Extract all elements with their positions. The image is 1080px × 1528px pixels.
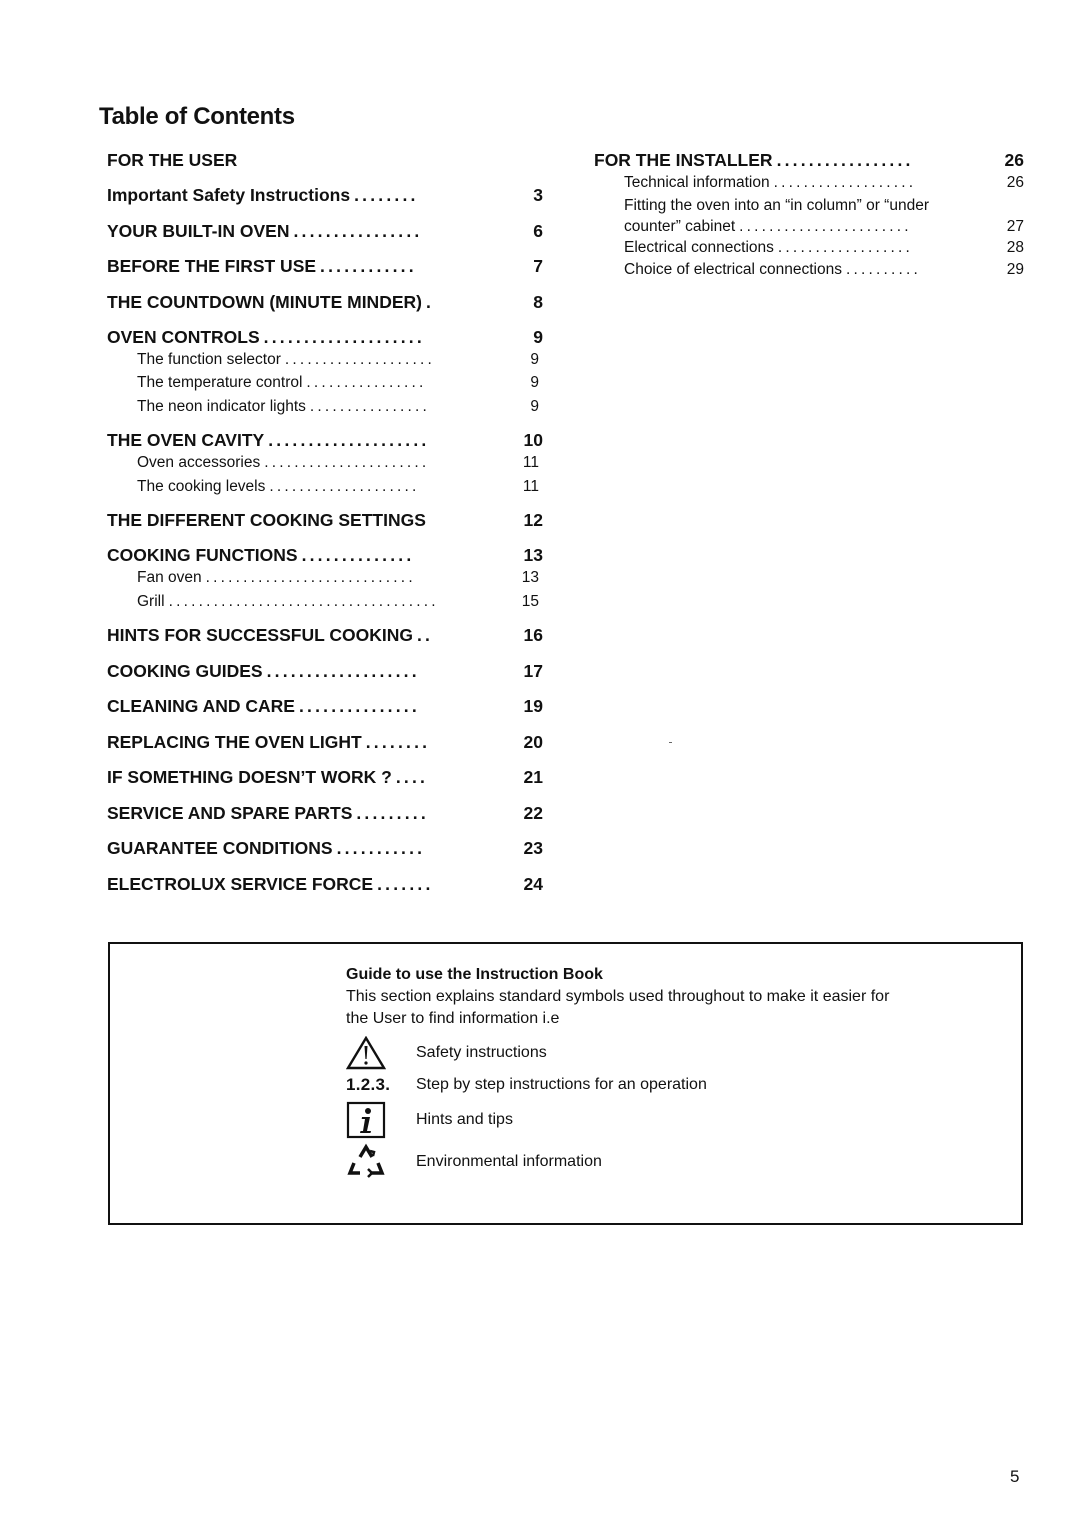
page-ref: 24 (523, 873, 543, 894)
leader-dots: ........ (365, 731, 431, 752)
page-ref: 27 (1006, 217, 1024, 235)
toc-entry[interactable]: BEFORE THE FIRST USE ............ 7 (107, 256, 543, 276)
page-ref: 10 (523, 430, 543, 451)
toc-section-heading: FOR THE USER (107, 150, 238, 170)
page-ref: 11 (522, 477, 539, 495)
step-numbers-icon: 1.2.3. (346, 1075, 391, 1094)
recycle-icon (346, 1143, 416, 1181)
toc-subentry[interactable]: The cooking levels .................... 11 (107, 477, 543, 500)
leader-dots: .................... (269, 477, 420, 495)
toc-subentry[interactable]: Fan oven ............................ 13 (107, 568, 543, 591)
page-ref: 13 (523, 545, 543, 566)
toc-entry[interactable]: OVEN CONTROLS .................... 9 (107, 327, 543, 347)
leader-dots: .......... (845, 261, 922, 278)
leader-dots: ......... (356, 802, 429, 823)
page-ref: 8 (533, 291, 543, 312)
leader-dots: . (425, 291, 435, 312)
leader-dots: .................................... (168, 592, 439, 610)
leader-dots: .................... (263, 327, 425, 347)
toc-entry[interactable]: ELECTROLUX SERVICE FORCE ....... 24 (107, 873, 543, 894)
page-ref: 9 (530, 351, 539, 368)
toc-subentry[interactable]: The function selector .................... 9 (107, 350, 543, 373)
leader-dots: ................... (266, 660, 420, 681)
page-ref: 23 (523, 838, 543, 859)
toc-entry[interactable]: COOKING GUIDES ................... 17 (107, 660, 543, 681)
page-ref: 20 (523, 731, 543, 752)
page-ref: 15 (521, 592, 539, 610)
page-number: 5 (1010, 1467, 1020, 1486)
toc-entry[interactable]: GUARANTEE CONDITIONS ........... 23 (107, 838, 543, 859)
toc-subentry[interactable]: Electrical connections .................. 28 (624, 238, 1024, 256)
page-ref: 7 (533, 256, 543, 276)
page-ref: 29 (1006, 261, 1024, 278)
leader-dots: ....... (377, 873, 434, 894)
page-ref: 9 (530, 374, 539, 392)
scan-artifact (669, 742, 672, 743)
page-ref: 13 (521, 569, 539, 587)
page-ref: 26 (1006, 174, 1024, 191)
toc-left-column (107, 148, 543, 907)
page-ref: 26 (1004, 150, 1024, 170)
toc-subentry[interactable]: Technical information ................... 26 (624, 174, 1024, 191)
toc-entry[interactable]: YOUR BUILT-IN OVEN ................ 6 (107, 220, 543, 241)
guide-description: This section explains standard symbols used throughout to make it easier for the User to find information i.e (346, 988, 890, 1027)
page-ref: 9 (530, 397, 539, 415)
page-ref: 12 (523, 509, 543, 530)
leader-dots: .... (395, 767, 429, 788)
leader-dots: ................ (293, 220, 423, 241)
info-box-icon (346, 1101, 416, 1139)
legend-item-environment: Environmental information (346, 1140, 926, 1184)
page-ref: 9 (533, 327, 543, 347)
page-ref: 28 (1006, 238, 1024, 256)
toc-subentry[interactable]: Fitting the oven into an “in column” or “under counter” cabinet ....................... 27 (594, 196, 1024, 238)
page-ref: 3 (533, 185, 543, 205)
leader-dots: .................. (777, 238, 914, 256)
toc-entry[interactable]: THE DIFFERENT COOKING SETTINGS 12 (107, 509, 543, 530)
leader-dots: ................ (306, 374, 427, 392)
toc-subentry[interactable]: Grill .................................... 15 (107, 592, 543, 615)
toc-entry[interactable]: COOKING FUNCTIONS .............. 13 (107, 545, 543, 566)
page-ref: 22 (523, 802, 543, 823)
legend-item-hints: Hints and tips (346, 1100, 926, 1140)
page-ref: 19 (523, 696, 543, 717)
leader-dots: ................... (773, 174, 917, 191)
toc-entry[interactable]: HINTS FOR SUCCESSFUL COOKING .. 16 (107, 625, 543, 646)
leader-dots: .............. (301, 545, 415, 566)
toc-subentry[interactable]: The neon indicator lights ................ 9 (107, 397, 543, 420)
toc-entry[interactable]: IF SOMETHING DOESN’T WORK ? .... 21 (107, 767, 543, 788)
toc-entry[interactable]: REPLACING THE OVEN LIGHT ........ 20 (107, 731, 543, 752)
symbol-legend (346, 1036, 926, 1184)
leader-dots: .. (416, 625, 434, 646)
toc-entry[interactable]: THE COUNTDOWN (MINUTE MINDER) . 8 (107, 291, 543, 312)
leader-dots: ................ (309, 397, 430, 415)
leader-dots: ............... (298, 696, 420, 717)
page-ref: 11 (522, 454, 539, 472)
toc-entry[interactable]: SERVICE AND SPARE PARTS ......... 22 (107, 802, 543, 823)
toc-subentry[interactable]: Oven accessories ...................... 11 (107, 453, 543, 476)
toc-entry[interactable]: Important Safety Instructions ........ 3 (107, 185, 543, 205)
leader-dots: ........ (354, 185, 419, 205)
toc-subentry[interactable]: The temperature control ................ 9 (107, 373, 543, 396)
toc-entry[interactable]: THE OVEN CAVITY .................... 10 (107, 430, 543, 451)
leader-dots: ........... (336, 838, 426, 859)
legend-item-steps: 1.2.3. Step by step instructions for an operation (346, 1075, 707, 1094)
leader-dots: .................... (268, 430, 430, 451)
leader-dots: .................... (284, 351, 436, 368)
page-ref: 21 (523, 767, 543, 788)
toc-right-column (594, 148, 1024, 283)
page-ref: 16 (523, 625, 543, 646)
legend-item-safety: Safety instructions (346, 1036, 926, 1070)
toc-entry[interactable]: CLEANING AND CARE ............... 19 (107, 696, 543, 717)
page-ref: 17 (523, 660, 543, 681)
leader-dots: ............ (320, 256, 417, 276)
toc-section-heading-installer[interactable]: FOR THE INSTALLER ................. 26 (594, 150, 1024, 170)
leader-dots: ...................... (264, 454, 430, 472)
leader-dots: ................. (776, 150, 914, 170)
guide-title: Guide to use the Instruction Book (346, 966, 603, 983)
warning-triangle-icon (346, 1036, 416, 1070)
leader-dots: ............................ (205, 569, 416, 587)
toc-subentry[interactable]: Choice of electrical connections .......... 29 (624, 261, 1024, 278)
guide-content (346, 964, 926, 1184)
page-title: Table of Contents (99, 103, 295, 130)
leader-dots: ....................... (739, 217, 912, 235)
page-ref: 6 (533, 220, 543, 241)
